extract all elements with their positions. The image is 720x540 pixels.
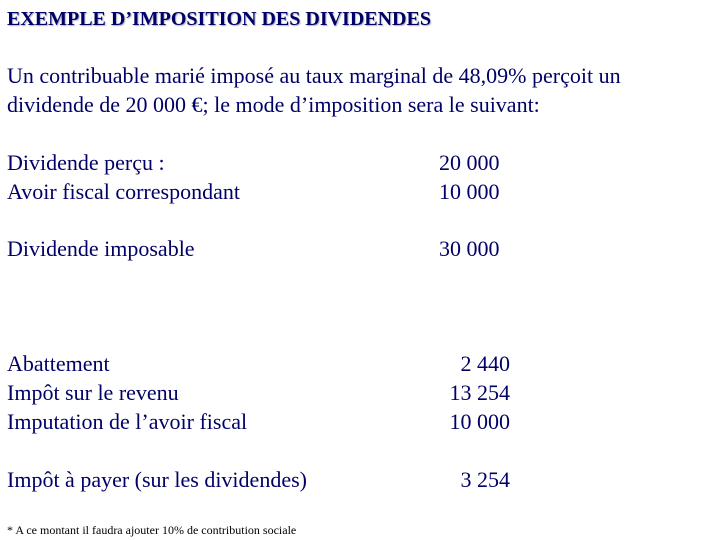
row-value: 13 254 [449, 380, 510, 405]
row-label: Impôt sur le revenu [7, 380, 179, 405]
row-value: 30 000 [439, 236, 500, 261]
row-label: Dividende imposable [7, 236, 195, 261]
total-value: 3 254 [460, 467, 510, 492]
footnote: * A ce montant il faudra ajouter 10% de contribution sociale [7, 523, 297, 537]
row-value: 2 440 [460, 351, 510, 376]
row-label: Imputation de l’avoir fiscal [7, 409, 248, 434]
row-label: Abattement [7, 351, 110, 376]
row-value: 20 000 [439, 150, 500, 175]
row-value: 10 000 [449, 409, 510, 434]
row-label: Dividende perçu : [7, 150, 165, 175]
total-label: Impôt à payer (sur les dividendes) [7, 467, 307, 492]
intro-line-2: dividende de 20 000 €; le mode d’imposition sera le suivant: [7, 92, 540, 117]
row-value: 10 000 [439, 179, 500, 204]
row-label: Avoir fiscal correspondant [7, 179, 240, 204]
intro-line-1: Un contribuable marié imposé au taux marginal de 48,09% perçoit un [7, 63, 621, 88]
page-title: EXEMPLE D’IMPOSITION DES DIVIDENDES [7, 8, 431, 30]
